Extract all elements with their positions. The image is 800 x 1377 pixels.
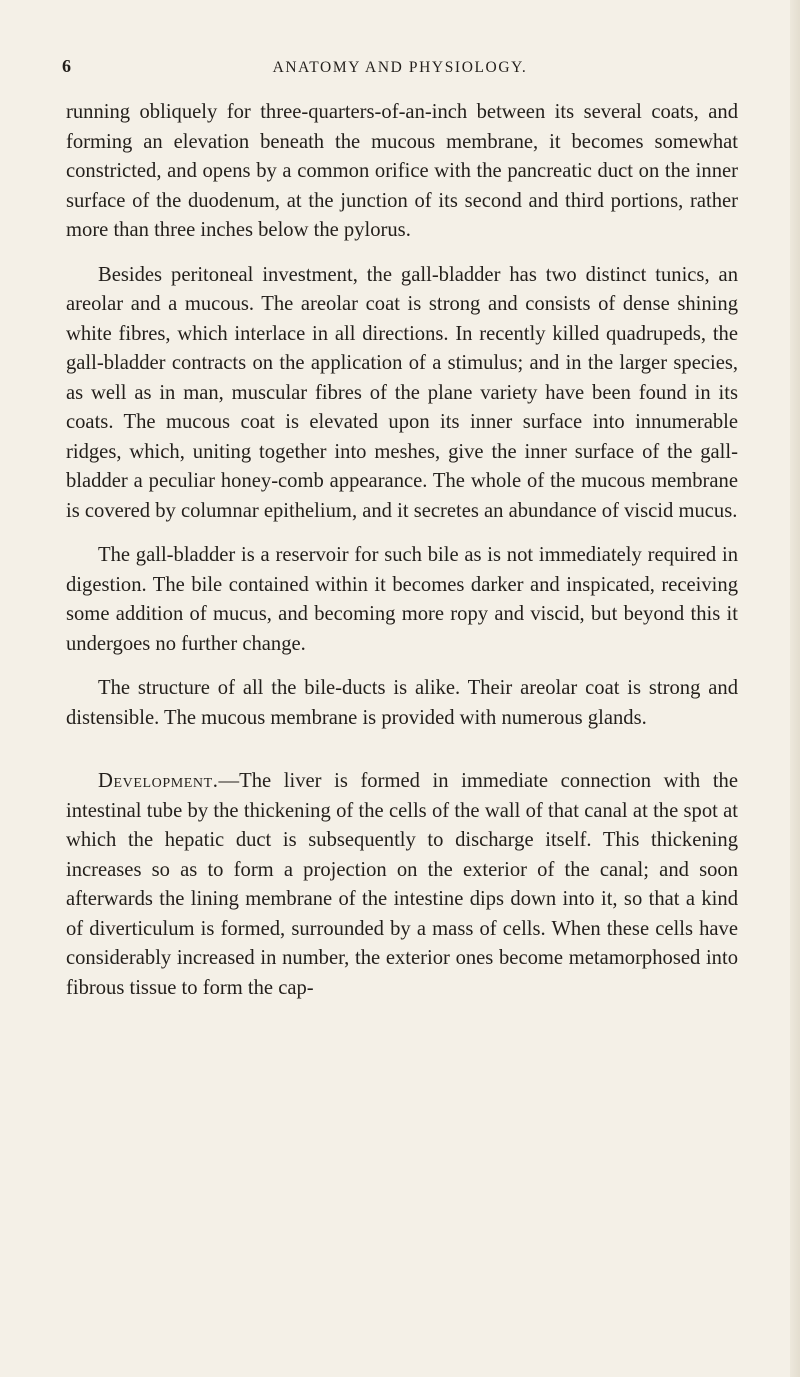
page-number: 6 (62, 56, 72, 76)
paragraph-gall-bladder-reservoir: The gall-bladder is a reservoir for such bile as is not immediately required in digestion. The bile contained within it becomes darker and inspicated, receiving some addition of mucus, and becoming more ropy and viscid, but beyond this it undergoes no further change. (66, 544, 738, 655)
paragraph-bile-ducts-structure: The structure of all the bile-ducts is alike. Their areolar coat is strong and distensible. The mucous membrane is provided with numerous glands. (66, 677, 738, 729)
section-heading-development: Development. (98, 770, 219, 792)
paragraph-continued: running obliquely for three-quarters-of-an-inch between its several coats, and forming an elevation beneath the mucous membrane, it becomes somewhat constricted, and opens by a common orifice with the pancreatic duct on the inner surface of the duodenum, at the junction of its second and third portions, rather more than three inches below the pylorus. (66, 101, 738, 241)
page-edge (790, 0, 800, 1377)
development-text: —The liver is formed in immediate connection with the intestinal tube by the thickening of the cells of the wall of that canal at the spot at which the hepatic duct is subsequently to discharge itself. This thickening increases so as to form a projection on the exterior of the canal; and soon afterwards the lining membrane of the intestine dips down into it, so that a kind of diverticulum is formed, surrounded by a mass of cells. When these cells have considerably increased in number, the exterior ones become metamorphosed into fibrous tissue to form the cap- (66, 770, 738, 999)
running-title: ANATOMY AND PHYSIOLOGY. (272, 59, 528, 76)
paragraph-gall-bladder-tunics: Besides peritoneal investment, the gall-bladder has two distinct tunics, an areolar and a mucous. The areolar coat is strong and consists of dense shining white fibres, which interlace in all directions. In recently killed quadrupeds, the gall-bladder contracts on the application of a stimulus; and in the larger species, as well as in man, muscular fibres of the plane variety have been found in its coats. The mucous coat is elevated upon its inner surface into innumerable ridges, which, uniting together into meshes, give the inner surface of the gall-bladder a peculiar honey-comb appearance. The whole of the mucous membrane is covered by columnar epithelium, and it secretes an abundance of viscid mucus. (66, 263, 738, 522)
paragraph-development (66, 767, 738, 1003)
body-text (66, 98, 738, 1003)
page-header (62, 56, 738, 86)
